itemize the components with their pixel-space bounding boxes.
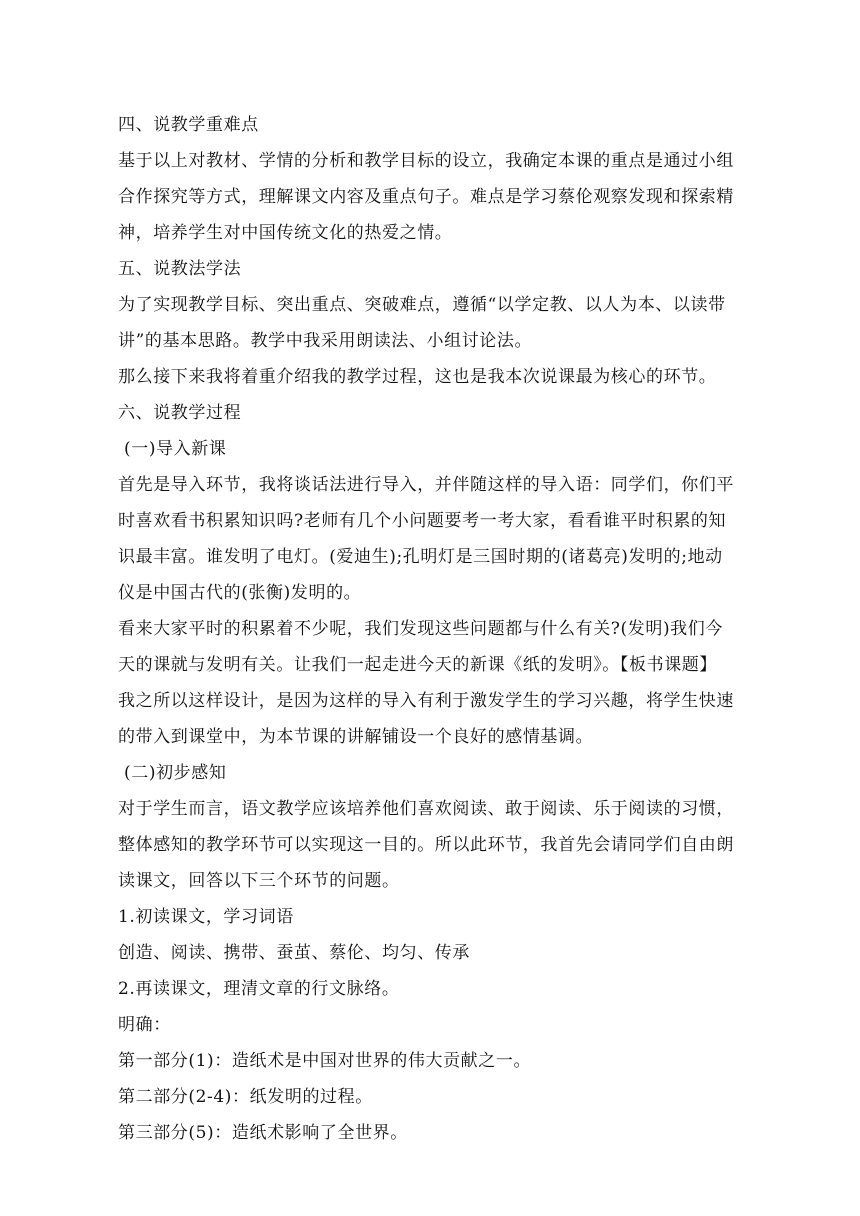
section-heading-4: 四、说教学重难点 (118, 115, 259, 135)
list-item: 1.初读课文，学习词语 (118, 907, 294, 927)
paragraph-line: 讲”的基本思路。教学中我采用朗读法、小组讨论法。 (118, 331, 533, 351)
paragraph-line: 看来大家平时的积累着不少呢，我们发现这些问题都与什么有关?(发明)我们今 (118, 619, 723, 639)
paragraph-line: 首先是导入环节，我将谈话法进行导入，并伴随这样的导入语：同学们，你们平 (118, 475, 734, 495)
paragraph-line: 时喜欢看书积累知识吗?老师有几个小问题要考一考大家，看看谁平时积累的知 (118, 511, 727, 531)
subsection-heading-1: (一)导入新课 (124, 439, 227, 459)
paragraph-line: 的带入到课堂中，为本节课的讲解铺设一个良好的感情基调。 (118, 727, 594, 747)
paragraph-line: 仪是中国古代的(张衡)发明的。 (118, 583, 362, 603)
paragraph-line: 基于以上对教材、学情的分析和教学目标的设立，我确定本课的重点是通过小组 (118, 151, 734, 171)
list-item: 2.再读课文，理清文章的行文脉络。 (118, 979, 400, 999)
outline-part-3: 第三部分(5)：造纸术影响了全世界。 (118, 1123, 408, 1143)
outline-part-1: 第一部分(1)：造纸术是中国对世界的伟大贡献之一。 (118, 1051, 532, 1071)
paragraph-line: 为了实现教学目标、突出重点、突破难点，遵循“以学定教、以人为本、以读带 (118, 295, 726, 315)
paragraph-line: 那么接下来我将着重介绍我的教学过程，这也是我本次说课最为核心的环节。 (118, 367, 717, 387)
paragraph-line: 神，培养学生对中国传统文化的热爱之情。 (118, 223, 453, 243)
paragraph-line: 读课文，回答以下三个环节的问题。 (118, 871, 400, 891)
vocabulary-line: 创造、阅读、携带、蚕茧、蔡伦、均匀、传承 (118, 943, 470, 963)
document-page (118, 107, 750, 1151)
paragraph-line: 识最丰富。谁发明了电灯。(爱迪生);孔明灯是三国时期的(诸葛亮)发明的;地动 (118, 547, 723, 567)
paragraph-line: 合作探究等方式，理解课文内容及重点句子。难点是学习蔡伦观察发现和探索精 (118, 187, 734, 207)
paragraph-line: 我之所以这样设计，是因为这样的导入有利于激发学生的学习兴趣，将学生快速 (118, 691, 734, 711)
outline-part-2: 第二部分(2-4)：纸发明的过程。 (118, 1087, 373, 1107)
section-heading-5: 五、说教法学法 (118, 259, 242, 279)
section-heading-6: 六、说教学过程 (118, 403, 242, 423)
subsection-heading-2: (二)初步感知 (124, 763, 227, 783)
paragraph-line: 天的课就与发明有关。让我们一起走进今天的新课《纸的发明》。【板书课题】 (118, 655, 717, 675)
paragraph-line: 明确： (118, 1015, 171, 1035)
paragraph-line: 对于学生而言，语文教学应该培养他们喜欢阅读、敢于阅读、乐于阅读的习惯， (118, 799, 734, 819)
paragraph-line: 整体感知的教学环节可以实现这一目的。所以此环节，我首先会请同学们自由朗 (118, 835, 734, 855)
